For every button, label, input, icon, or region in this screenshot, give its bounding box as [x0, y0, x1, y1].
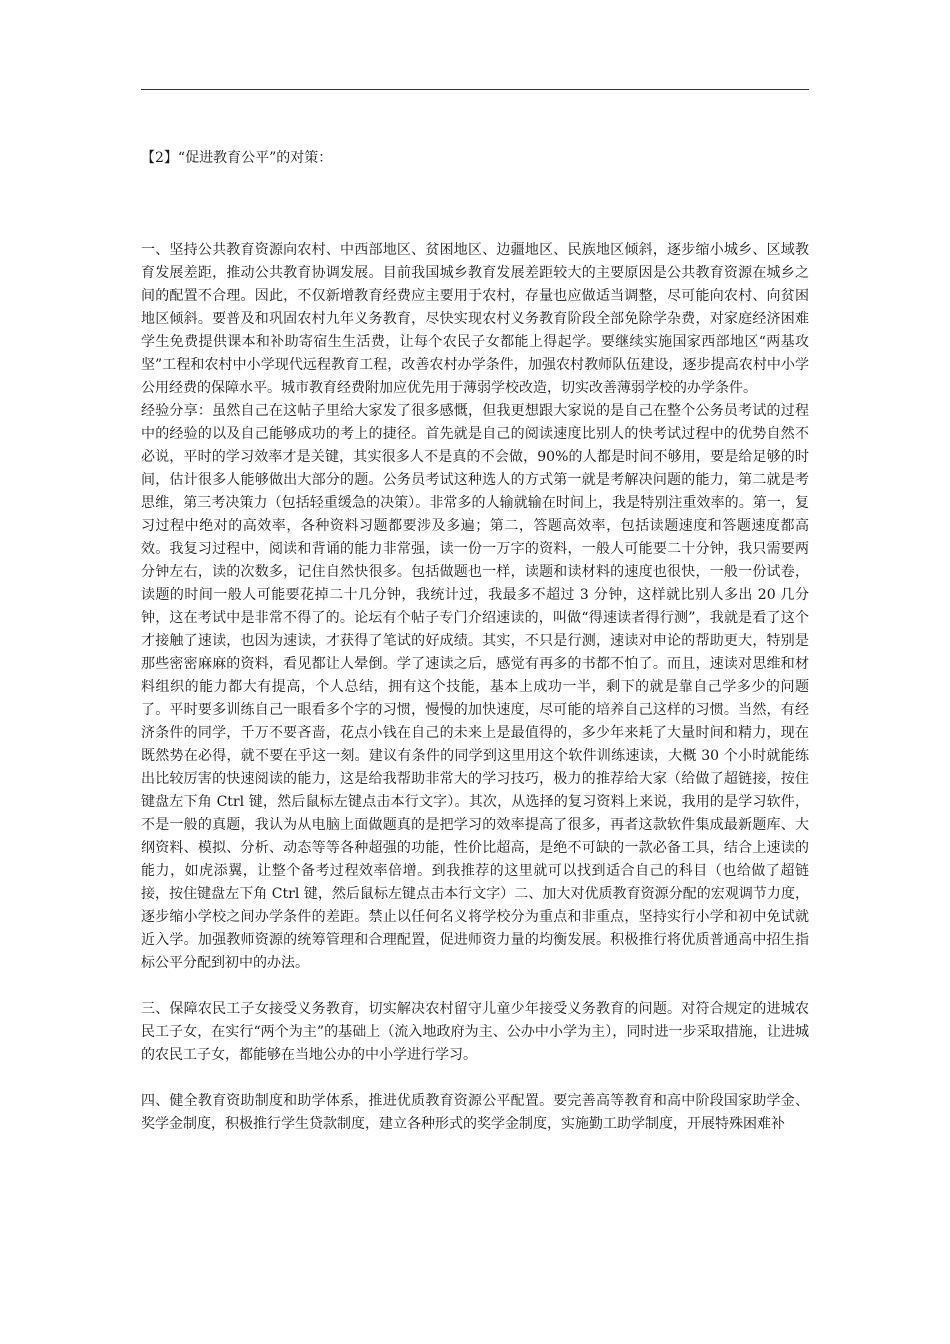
paragraph-experience: 经验分享：虽然自己在这帖子里给大家发了很多感慨，但我更想跟大家说的是自己在整个公务员考试的过程中的经验的以及自己能够成功的考上的捷径。首先就是自己的阅读速度比别人的快考试过程中的优势自然不必说，平时的学习效率才是关键，其实很多人不是真的不会做，90%的人都是时间不够用，要是给足够的时间，估计很多人能够做出大部分的题。公务员考试这种选人的方式第一就是考解决问题的能力，第二就是考思维，第三考决策力（包括轻重缓急的决策）。非常多的人输就输在时间上，我是特别注重效率的。第一，复习过程中绝对的高效率，各种资料习题都要涉及多遍；第二，答题高效率，包括读题速度和答题速度都高效。我复习过程中，阅读和背诵的能力非常强，读一份一万字的资料，一般人可能要二十分钟，我只需要两分钟左右，读的次数多，记住自然快很多。包括做题也一样，读题和读材料的速度也很快，一般一份试卷，读题的时间一般人可能要花掉二十几分钟，我统计过，我最多不超过 3 分钟，这样就比别人多出 20 几分钟，这在考试中是非常不得了的。论坛有个帖子专门介绍速读的，叫做“得速读者得行测”，我就是看了这个才接触了速读，也因为速读，才获得了笔试的好成绩。其实，不只是行测，速读对申论的帮助更大，特别是那些密密麻麻的资料，看见都让人晕倒。学了速读之后，感觉有再多的书都不怕了。而且，速读对思维和材料组织的能力都大有提高，个人总结，拥有这个技能，基本上成功一半，剩下的就是靠自己学多少的问题了。平时要多训练自己一眼看多个字的习惯，慢慢的加快速度，尽可能的培养自己这样的习惯。当然，有经济条件的同学，千万不要吝啬，花点小钱在自己的未来上是最值得的，多少年来耗了大量时间和精力，现在既然势在必得，就不要在乎这一刻。建议有条件的同学到这里用这个软件训练速读，大概 30 个小时就能练出比较厉害的快速阅读的能力，这是给我帮助非常大的学习技巧，极力的推荐给大家（给做了超链接，按住键盘左下角 Ctrl 键，然后鼠标左键点击本行文字）。其次，从选择的复习资料上来说，我用的是学习软件，不是一般的真题，我认为从电脑上面做题真的是把学习的效率提高了很多，再者这款软件集成最新题库、大纲资料、模拟、分析、动态等等各种超强的功能，性价比超高，是绝不可缺的一款必备工具，结合上速读的能力，如虎添翼，让整个备考过程效率倍增。到我推荐的这里就可以找到适合自己的科目（也给做了超链接，按住键盘左下角 Ctrl 键，然后鼠标左键点击本行文字）二、加大对优质教育资源分配的宏观调节力度，逐步缩小学校之间办学条件的差距。禁止以任何名义将学校分为重点和非重点，坚持实行小学和初中免试就近入学。加强教师资源的统筹管理和合理配置，促进师资力量的均衡发展。积极推行将优质普通高中招生指标公平分配到初中的办法。: [141, 403, 809, 971]
paragraph-four: 四、健全教育资助制度和助学体系，推进优质教育资源公平配置。要完善高等教育和高中阶段国家助学金、奖学金制度，积极推行学生贷款制度，建立各种形式的奖学金制度，实施勤工助学制度，开展特殊困难补: [141, 1093, 809, 1132]
section-heading: 【2】“促进教育公平”的对策：: [141, 150, 333, 166]
document-body: [141, 147, 809, 1136]
paragraph-one: 一、坚持公共教育资源向农村、中西部地区、贫困地区、边疆地区、民族地区倾斜，逐步缩小城乡、区域教育发展差距，推动公共教育协调发展。目前我国城乡教育发展差距较大的主要原因是公共教育资源在城乡之间的配置不合理。因此，不仅新增教育经费应主要用于农村，存量也应做适当调整，尽可能向农村、向贫困地区倾斜。要普及和巩固农村九年义务教育，尽快实现农村义务教育阶段全部免除学杂费，对家庭经济困难学生免费提供课本和补助寄宿生生活费，让每个农民子女都能上得起学。要继续实施国家西部地区“两基攻坚”工程和农村中小学现代远程教育工程，改善农村办学条件，加强农村教师队伍建设，逐步提高农村中小学公用经费的保障水平。城市教育经费附加应优先用于薄弱学校改造，切实改善薄弱学校的办学条件。: [141, 242, 809, 396]
paragraph-three: 三、保障农民工子女接受义务教育，切实解决农村留守儿童少年接受义务教育的问题。对符合规定的进城农民工子女，在实行“两个为主”的基础上（流入地政府为主、公办中小学为主），同时进一步采取措施，让进城的农民工子女，都能够在当地公办的中小学进行学习。: [141, 1001, 809, 1063]
header-rule: [141, 89, 809, 90]
